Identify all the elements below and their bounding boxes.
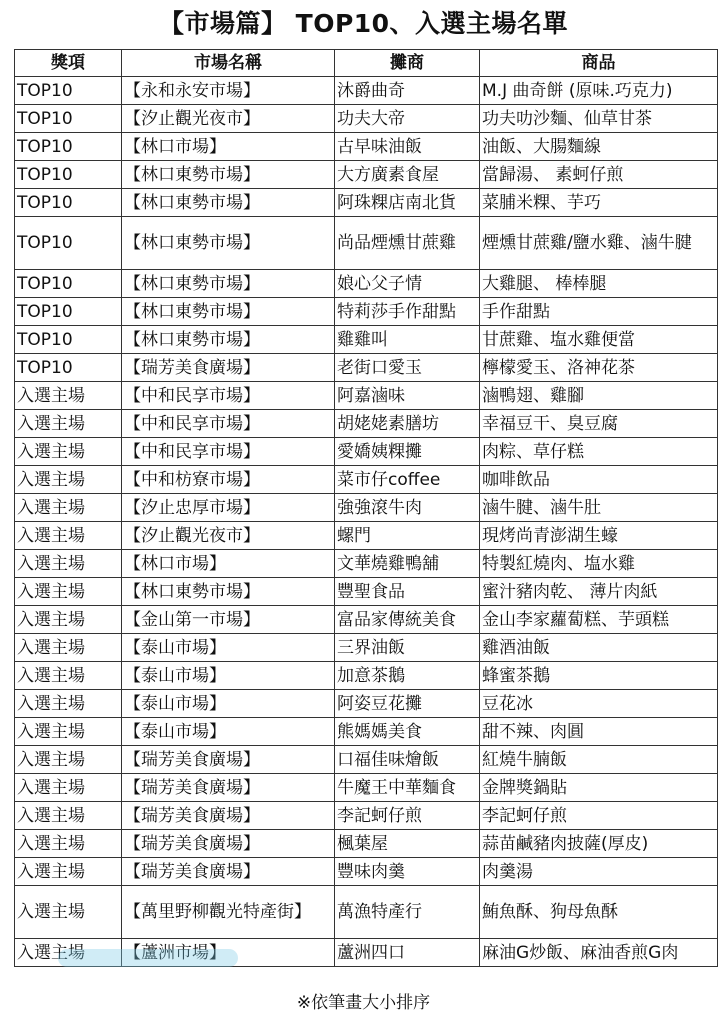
cell-product: 當歸湯、 素蚵仔煎	[480, 161, 718, 189]
cell-vendor: 古早味油飯	[335, 133, 480, 161]
cell-product: 金牌獎鍋貼	[480, 774, 718, 802]
table-row	[15, 634, 718, 662]
cell-award: 入選主場	[15, 718, 122, 746]
cell-vendor: 功夫大帝	[335, 105, 480, 133]
cell-market: 【林口東勢市場】	[122, 189, 335, 217]
cell-market: 【瑞芳美食廣場】	[122, 830, 335, 858]
cell-vendor: 蘆洲四口	[335, 939, 480, 967]
cell-product: 現烤尚青澎湖生蠔	[480, 522, 718, 550]
footnote: ※依筆畫大小排序	[296, 993, 431, 1013]
cell-product: 檸檬愛玉、洛神花茶	[480, 354, 718, 382]
header-market: 市場名稱	[122, 50, 335, 77]
cell-market: 【蘆洲市場】	[122, 939, 335, 967]
cell-product: 肉羹湯	[480, 858, 718, 886]
cell-market: 【林口東勢市場】	[122, 270, 335, 298]
table-row	[15, 326, 718, 354]
table-row	[15, 774, 718, 802]
table-row	[15, 690, 718, 718]
cell-product: 蜜汁豬肉乾、 薄片肉紙	[480, 578, 718, 606]
table-row	[15, 578, 718, 606]
cell-vendor: 阿嘉滷味	[335, 382, 480, 410]
table-row	[15, 438, 718, 466]
cell-vendor: 娘心父子情	[335, 270, 480, 298]
cell-product: 菜脯米粿、芋巧	[480, 189, 718, 217]
cell-vendor: 楓葉屋	[335, 830, 480, 858]
cell-market: 【泰山市場】	[122, 718, 335, 746]
cell-market: 【林口東勢市場】	[122, 217, 335, 270]
cell-award: TOP10	[15, 77, 122, 105]
watermark-smear	[58, 949, 238, 967]
table-row	[15, 746, 718, 774]
cell-vendor: 阿姿豆花攤	[335, 690, 480, 718]
cell-award: 入選主場	[15, 746, 122, 774]
cell-vendor: 豐聖食品	[335, 578, 480, 606]
table-row	[15, 802, 718, 830]
cell-product: 紅燒牛腩飯	[480, 746, 718, 774]
cell-market: 【金山第一市場】	[122, 606, 335, 634]
cell-vendor: 加意茶鵝	[335, 662, 480, 690]
cell-market: 【瑞芳美食廣場】	[122, 802, 335, 830]
header-product: 商品	[480, 50, 718, 77]
cell-market: 【泰山市場】	[122, 690, 335, 718]
table-row	[15, 354, 718, 382]
cell-product: 大雞腿、 棒棒腿	[480, 270, 718, 298]
cell-market: 【林口東勢市場】	[122, 578, 335, 606]
cell-award: TOP10	[15, 133, 122, 161]
cell-award: 入選主場	[15, 830, 122, 858]
cell-vendor: 大方廣素食屋	[335, 161, 480, 189]
cell-award: TOP10	[15, 105, 122, 133]
cell-product: M.J 曲奇餅 (原味.巧克力)	[480, 77, 718, 105]
table-row	[15, 858, 718, 886]
cell-award: 入選主場	[15, 578, 122, 606]
cell-product: 蜂蜜茶鵝	[480, 662, 718, 690]
cell-vendor: 胡姥姥素膳坊	[335, 410, 480, 438]
cell-vendor: 螺門	[335, 522, 480, 550]
cell-market: 【瑞芳美食廣場】	[122, 746, 335, 774]
cell-award: 入選主場	[15, 802, 122, 830]
table-row	[15, 466, 718, 494]
cell-product: 功夫叻沙麵、仙草甘茶	[480, 105, 718, 133]
cell-product: 雞酒油飯	[480, 634, 718, 662]
cell-market: 【汐止觀光夜市】	[122, 105, 335, 133]
cell-vendor: 阿珠粿店南北貨	[335, 189, 480, 217]
cell-market: 【瑞芳美食廣場】	[122, 858, 335, 886]
cell-product: 豆花冰	[480, 690, 718, 718]
cell-market: 【中和枋寮市場】	[122, 466, 335, 494]
header-award: 獎項	[15, 50, 122, 77]
cell-product: 咖啡飲品	[480, 466, 718, 494]
cell-award: 入選主場	[15, 690, 122, 718]
cell-product: 煙燻甘蔗雞/鹽水雞、滷牛腱	[480, 217, 718, 270]
cell-product: 蒜苗鹹豬肉披薩(厚皮)	[480, 830, 718, 858]
cell-product: 肉粽、草仔糕	[480, 438, 718, 466]
cell-market: 【瑞芳美食廣場】	[122, 354, 335, 382]
cell-award: 入選主場	[15, 939, 122, 967]
cell-vendor: 菜市仔coffee	[335, 466, 480, 494]
cell-vendor: 愛嬌姨粿攤	[335, 438, 480, 466]
page-title: 【市場篇】 TOP10、入選主場名單	[158, 9, 569, 38]
cell-product: 滷鴨翅、雞腳	[480, 382, 718, 410]
table-row	[15, 830, 718, 858]
cell-vendor: 強強滾牛肉	[335, 494, 480, 522]
table-row	[15, 161, 718, 189]
cell-vendor: 富品家傳統美食	[335, 606, 480, 634]
cell-market: 【林口市場】	[122, 133, 335, 161]
table-row	[15, 77, 718, 105]
table-row	[15, 217, 718, 270]
table-row	[15, 298, 718, 326]
cell-product: 鮪魚酥、狗母魚酥	[480, 886, 718, 939]
cell-market: 【永和永安市場】	[122, 77, 335, 105]
cell-vendor: 李記蚵仔煎	[335, 802, 480, 830]
cell-product: 麻油G炒飯、麻油香煎G肉	[480, 939, 718, 967]
cell-product: 手作甜點	[480, 298, 718, 326]
table-header-row	[15, 50, 718, 77]
cell-vendor: 沐爵曲奇	[335, 77, 480, 105]
cell-award: 入選主場	[15, 606, 122, 634]
cell-award: 入選主場	[15, 438, 122, 466]
cell-award: 入選主場	[15, 494, 122, 522]
cell-product: 滷牛腱、滷牛肚	[480, 494, 718, 522]
cell-award: 入選主場	[15, 550, 122, 578]
cell-vendor: 雞雞叫	[335, 326, 480, 354]
table-row	[15, 105, 718, 133]
cell-award: 入選主場	[15, 886, 122, 939]
cell-market: 【中和民享市場】	[122, 382, 335, 410]
cell-award: TOP10	[15, 326, 122, 354]
cell-market: 【萬里野柳觀光特產街】	[122, 886, 335, 939]
cell-award: TOP10	[15, 217, 122, 270]
cell-award: TOP10	[15, 270, 122, 298]
cell-award: TOP10	[15, 298, 122, 326]
cell-vendor: 牛魔王中華麵食	[335, 774, 480, 802]
cell-product: 特製紅燒肉、塩水雞	[480, 550, 718, 578]
table-row	[15, 382, 718, 410]
cell-award: 入選主場	[15, 466, 122, 494]
table-row	[15, 550, 718, 578]
cell-award: TOP10	[15, 161, 122, 189]
header-vendor: 攤商	[335, 50, 480, 77]
cell-award: 入選主場	[15, 774, 122, 802]
table-row	[15, 718, 718, 746]
cell-award: 入選主場	[15, 410, 122, 438]
cell-market: 【瑞芳美食廣場】	[122, 774, 335, 802]
cell-award: 入選主場	[15, 382, 122, 410]
table-row	[15, 494, 718, 522]
cell-vendor: 特莉莎手作甜點	[335, 298, 480, 326]
table-row	[15, 606, 718, 634]
cell-market: 【泰山市場】	[122, 662, 335, 690]
cell-vendor: 萬漁特產行	[335, 886, 480, 939]
cell-award: 入選主場	[15, 662, 122, 690]
cell-product: 甜不辣、肉圓	[480, 718, 718, 746]
cell-market: 【林口東勢市場】	[122, 326, 335, 354]
winners-table	[14, 49, 718, 967]
cell-vendor: 老街口愛玉	[335, 354, 480, 382]
table-row	[15, 189, 718, 217]
cell-market: 【汐止忠厚市場】	[122, 494, 335, 522]
cell-market: 【林口東勢市場】	[122, 298, 335, 326]
cell-vendor: 三界油飯	[335, 634, 480, 662]
cell-vendor: 豐味肉羹	[335, 858, 480, 886]
cell-award: TOP10	[15, 354, 122, 382]
cell-award: 入選主場	[15, 858, 122, 886]
table-row	[15, 886, 718, 939]
table-row	[15, 133, 718, 161]
cell-award: 入選主場	[15, 522, 122, 550]
cell-vendor: 口福佳味燴飯	[335, 746, 480, 774]
cell-product: 幸福豆干、臭豆腐	[480, 410, 718, 438]
cell-market: 【林口市場】	[122, 550, 335, 578]
cell-product: 金山李家蘿蔔糕、芋頭糕	[480, 606, 718, 634]
cell-market: 【中和民享市場】	[122, 410, 335, 438]
cell-product: 甘蔗雞、塩水雞便當	[480, 326, 718, 354]
cell-market: 【汐止觀光夜市】	[122, 522, 335, 550]
cell-award: 入選主場	[15, 634, 122, 662]
cell-market: 【泰山市場】	[122, 634, 335, 662]
cell-vendor: 尚品煙燻甘蔗雞	[335, 217, 480, 270]
cell-award: TOP10	[15, 189, 122, 217]
cell-vendor: 熊媽媽美食	[335, 718, 480, 746]
table-row	[15, 270, 718, 298]
cell-vendor: 文華燒雞鴨舖	[335, 550, 480, 578]
cell-product: 李記蚵仔煎	[480, 802, 718, 830]
cell-product: 油飯、大腸麵線	[480, 133, 718, 161]
cell-market: 【林口東勢市場】	[122, 161, 335, 189]
table-row	[15, 410, 718, 438]
table-row	[15, 662, 718, 690]
cell-market: 【中和民享市場】	[122, 438, 335, 466]
table-row	[15, 522, 718, 550]
